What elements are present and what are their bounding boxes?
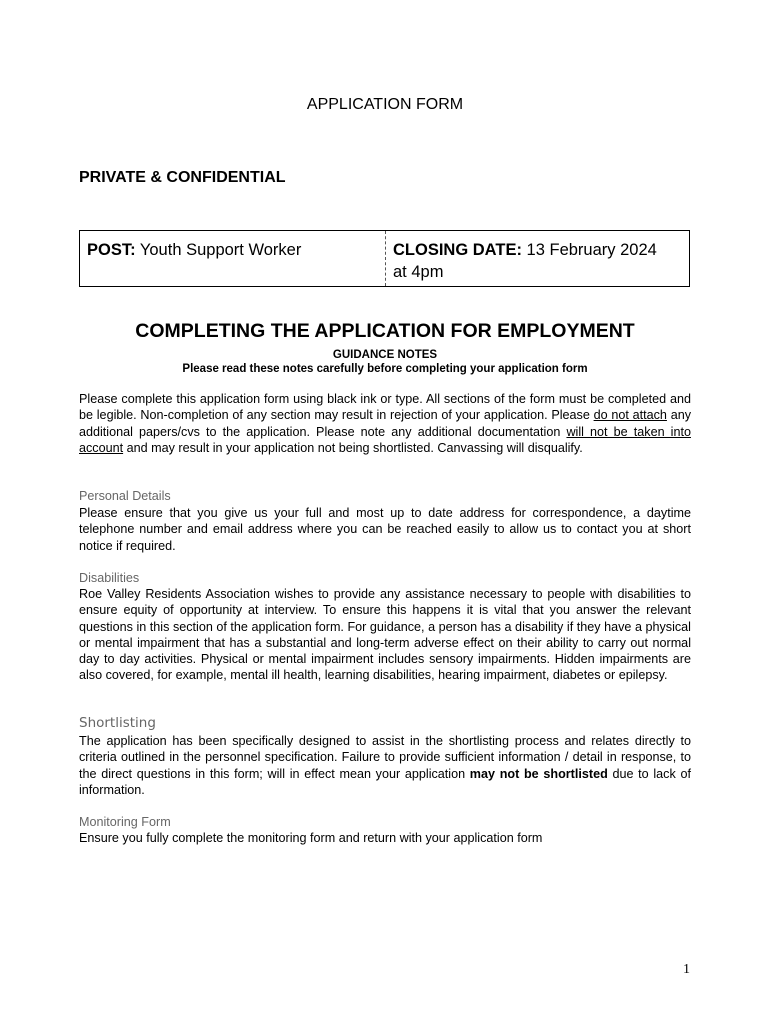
confidential-label: PRIVATE & CONFIDENTIAL [79, 169, 286, 186]
disabilities-paragraph: Roe Valley Residents Association wishes to provide any assistance necessary to people with disabilities to ensure equity of opportunity at interview. To ensure this happens it is vital that you answer the relevant questions in this section of the application form. For guidance, a person has a disability if they have a physical or mental impairment that has a substantial and long-term adverse effect on their ability to carry out normal day to day activities. Physical or mental impairment includes sensory impairments. Hidden impairments are also covered, for example, mental ill health, learning disabilities, hearing impairment, diabetes or epilepsy. [79, 587, 691, 683]
personal-details-text [79, 505, 691, 554]
shortlisting-text-2: due to lack of information. [79, 766, 691, 797]
document-title: APPLICATION FORM [306, 96, 464, 113]
personal-details-heading: Personal Details [79, 489, 171, 503]
monitoring-form-heading: Monitoring Form [79, 815, 171, 829]
guidance-notes-subtitle: Please read these notes carefully before completing your application form [182, 363, 588, 375]
intro-text-1: Please complete this application form using black ink or type. All sections of the form must be completed and be legible. Non-completion of any section may result in rejection of your application. Please [79, 392, 691, 423]
intro-text-3: and may result in your application not being shortlisted. Canvassing will disqualify. [123, 440, 583, 455]
table-divider [385, 231, 386, 286]
main-heading: COMPLETING THE APPLICATION FOR EMPLOYMENT [135, 320, 635, 342]
page-number: 1 [683, 962, 690, 977]
post-details-table [79, 230, 690, 287]
do-not-attach-text: do not attach [593, 408, 667, 423]
post-value: Youth Support Worker [139, 241, 302, 259]
intro-text-2: any additional papers/cvs to the application. Please note any additional documentation [79, 408, 691, 439]
closing-date-value: 13 February 2024 [526, 241, 657, 259]
disabilities-heading: Disabilities [79, 571, 140, 585]
intro-paragraph [79, 391, 691, 456]
shortlisting-text [79, 733, 691, 798]
post-cell [87, 239, 377, 261]
not-taken-into-account-text: will not be taken into account [79, 424, 691, 455]
shortlisting-heading: Shortlisting [79, 715, 156, 731]
closing-date-label: CLOSING DATE: [393, 241, 522, 259]
closing-time: at 4pm [393, 263, 444, 281]
closing-date-cell [393, 239, 683, 283]
personal-details-paragraph: Please ensure that you give us your full and most up to date address for correspondence, a daytime telephone number and email address where you can be reached easily to allow us to contact you at short notice if required. [79, 506, 691, 553]
monitoring-form-text [79, 830, 691, 846]
shortlisting-text-1: The application has been specifically designed to assist in the shortlisting process and relates directly to criteria outlined in the personnel specification. Failure to provide sufficient information / detail in response, to the direct questions in this form; will in effect mean your application [79, 734, 691, 781]
monitoring-form-paragraph: Ensure you fully complete the monitoring form and return with your application form [79, 831, 543, 845]
guidance-notes-title: GUIDANCE NOTES [332, 349, 438, 361]
disabilities-text [79, 586, 691, 684]
may-not-be-shortlisted-text: may not be shortlisted [469, 766, 608, 781]
post-label: POST: [87, 241, 136, 259]
